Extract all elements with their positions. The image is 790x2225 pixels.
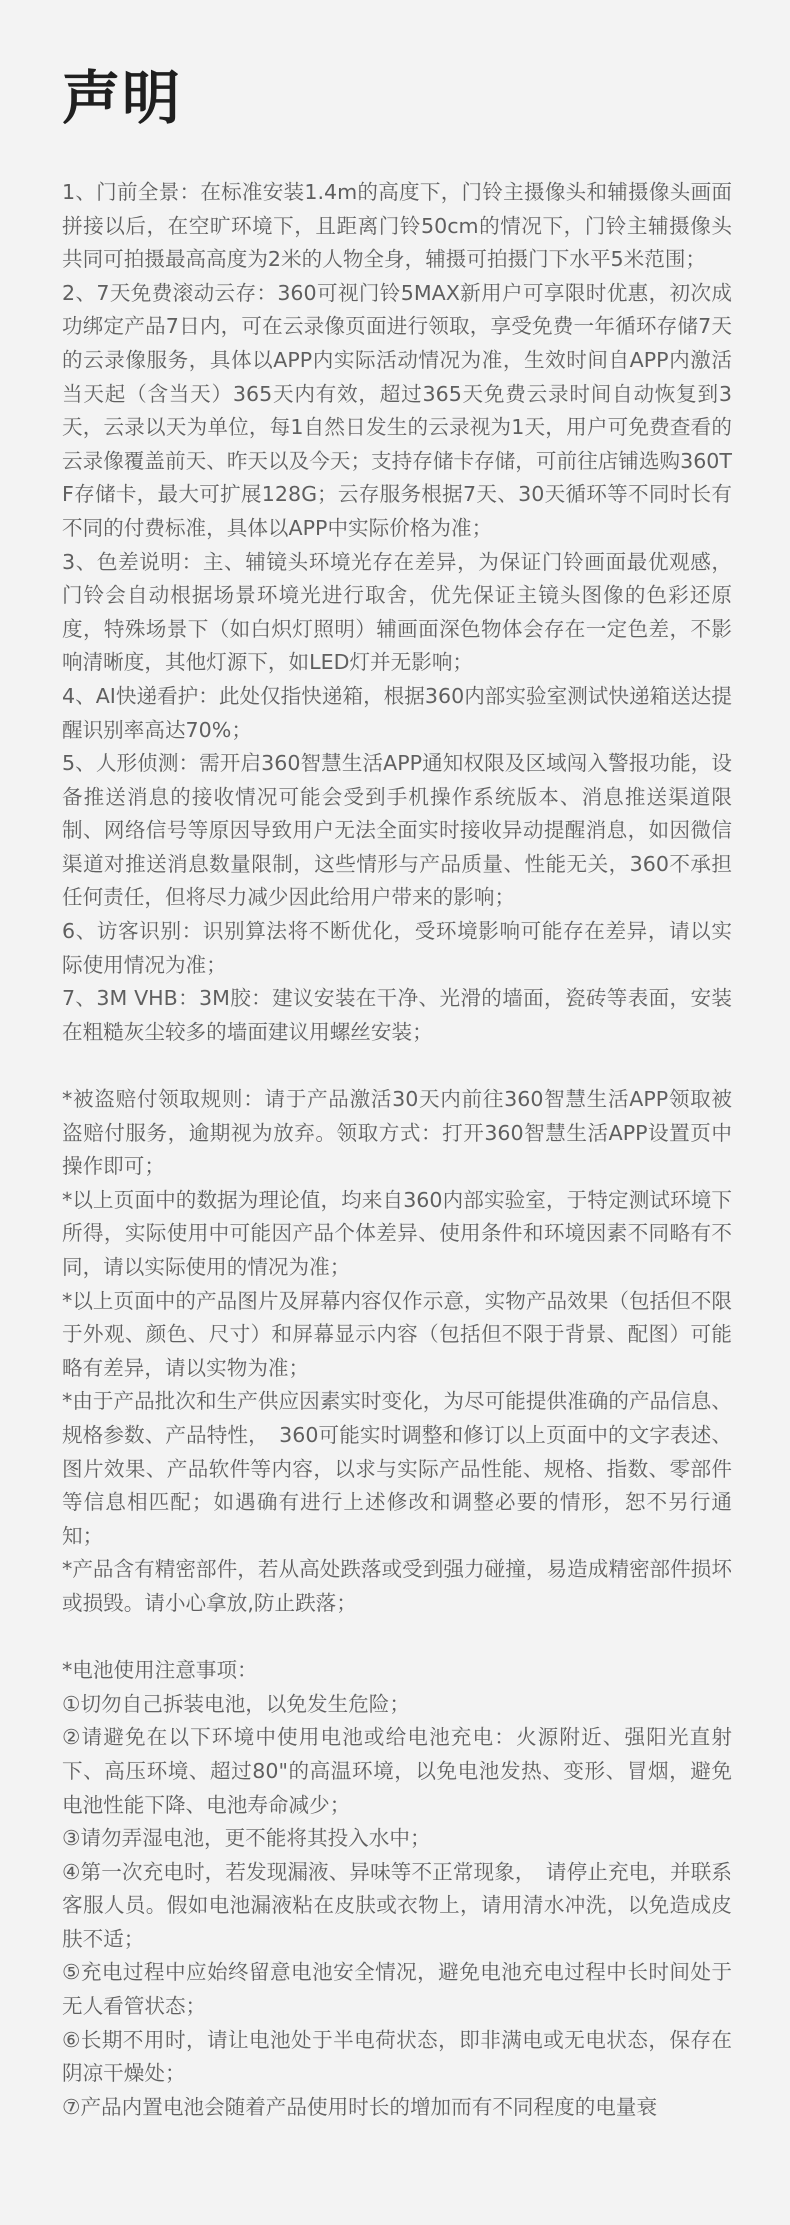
statement-6: 6、访客识别：识别算法将不断优化，受环境影响可能存在差异，请以实际使用情况为准； — [62, 919, 732, 977]
notes-section — [62, 1083, 732, 1621]
battery-item-1: ①切勿自己拆装电池，以免发生危险； — [62, 1691, 410, 1716]
battery-heading: *电池使用注意事项： — [62, 1658, 258, 1683]
statement-1: 1、门前全景：在标准安装1.4m的高度下，门铃主摄像头和辅摄像头画面拼接以后，在空旷环境下，且距离门铃50cm的情况下，门铃主辅摄像头共同可拍摄最高高度为2米的人物全身，辅摄可拍摄门下水平5米范围； — [62, 180, 732, 272]
battery-item-5: ⑤充电过程中应始终留意电池安全情况，避免电池充电过程中长时间处于无人看管状态； — [62, 1960, 732, 2019]
statements-section — [62, 176, 732, 1049]
statement-5: 5、人形侦测：需开启360智慧生活APP通知权限及区域闯入警报功能，设备推送消息的接收情况可能会受到手机操作系统版本、消息推送渠道限制、网络信号等原因导致用户无法全面实时接收异动提醒消息，如因微信渠道对推送消息数量限制，这些情形与产品质量、性能无关，360不承担任何责任，但将尽力减少因此给用户带来的影响； — [62, 751, 732, 910]
battery-item-6: ⑥长期不用时，请让电池处于半电荷状态，即非满电或无电状态，保存在阴凉干燥处； — [62, 2027, 732, 2086]
battery-item-2: ②请避免在以下环境中使用电池或给电池充电：火源附近、强阳光直射下、高压环境、超过80"的高温环境，以免电池发热、变形、冒烟，避免电池性能下降、电池寿命减少； — [62, 1725, 732, 1817]
battery-item-3: ③请勿弄湿电池，更不能将其投入水中； — [62, 1826, 431, 1851]
page-title: 声明 — [62, 64, 183, 132]
battery-item-7: ⑦产品内置电池会随着产品使用时长的增加而有不同程度的电量衰 — [62, 2094, 658, 2119]
note-precision-parts: *产品含有精密部件，若从高处跌落或受到强力碰撞，易造成精密部件损坏或损毁。请小心拿放,防止跌落； — [62, 1557, 732, 1615]
note-images-illustrative: *以上页面中的产品图片及屏幕内容仅作示意，实物产品效果（包括但不限于外观、颜色、尺寸）和屏幕显示内容（包括但不限于背景、配图）可能略有差异，请以实物为准； — [62, 1288, 732, 1380]
note-theoretical-data: *以上页面中的数据为理论值，均来自360内部实验室，于特定测试环境下所得，实际使用中可能因产品个体差异、使用条件和环境因素不同略有不同，请以实际使用的情况为准； — [62, 1187, 732, 1279]
section-spacer — [62, 1621, 732, 1655]
statement-2: 2、7天免费滚动云存：360可视门铃5MAX新用户可享限时优惠，初次成功绑定产品7日内，可在云录像页面进行领取，享受免费一年循环存储7天的云录像服务，具体以APP内实际活动情况为准，生效时间自APP内激活当天起（含当天）365天内有效，超过365天免费云录时间自动恢复到3天，云录以天为单位，每1自然日发生的云录视为1天，用户可免费查看的云录像覆盖前天、昨天以及今天；支持存储卡存储，可前往店铺选购360TF存储卡，最大可扩展128G；云存服务根据7天、30天循环等不同时长有不同的付费标准，具体以APP中实际价格为准； — [62, 280, 732, 540]
note-theft-compensation: *被盗赔付领取规则：请于产品激活30天内前往360智慧生活APP领取被盗赔付服务，逾期视为放弃。领取方式：打开360智慧生活APP设置页中操作即可； — [62, 1087, 732, 1179]
note-content-adjustment: *由于产品批次和生产供应因素实时变化，为尽可能提供准确的产品信息、规格参数、产品特性， 360可能实时调整和修订以上页面中的文字表述、图片效果、产品软件等内容，以求与实际产品性能、规格、指数、零部件等信息相匹配；如遇确有进行上述修改和调整必要的情形，恕不另行通知； — [62, 1389, 732, 1548]
statement-3: 3、色差说明：主、辅镜头环境光存在差异，为保证门铃画面最优观感，门铃会自动根据场景环境光进行取舍，优先保证主镜头图像的色彩还原度，特殊场景下（如白炽灯照明）辅画面深色物体会存在一定色差，不影响清晰度，其他灯源下，如LED灯并无影响； — [62, 549, 732, 675]
statement-4: 4、AI快递看护：此处仅指快递箱，根据360内部实验室测试快递箱送达提醒识别率高达70%； — [62, 683, 732, 742]
section-spacer — [62, 1049, 732, 1083]
statement-7: 7、3M VHB：3M胶：建议安装在干净、光滑的墙面，瓷砖等表面，安装在粗糙灰尘较多的墙面建议用螺丝安装； — [62, 986, 732, 1044]
battery-item-4: ④第一次充电时，若发现漏液、异味等不正常现象， 请停止充电，并联系客服人员。假如电池漏液粘在皮肤或衣物上，请用清水冲洗，以免造成皮肤不适； — [62, 1859, 732, 1951]
battery-section — [62, 1654, 732, 2124]
